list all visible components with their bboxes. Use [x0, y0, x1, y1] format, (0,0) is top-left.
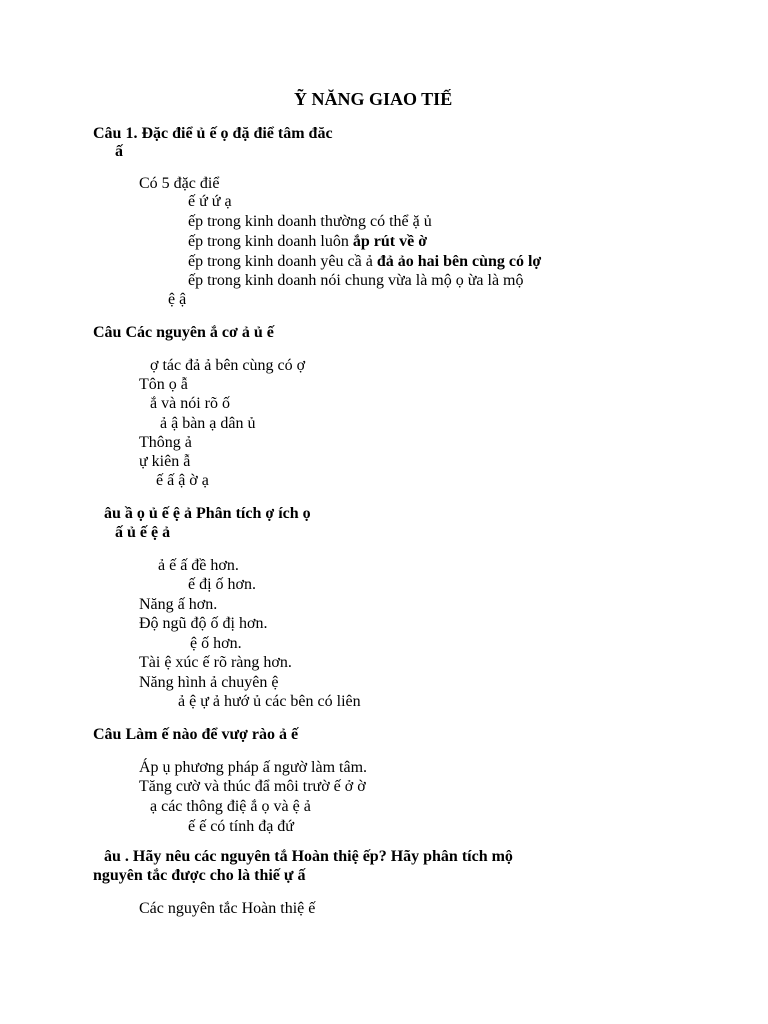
section-3-line: ệ ố hơn. — [190, 635, 242, 652]
section-1-line — [188, 253, 541, 271]
section-3-line: ả ế ấ đề hơn. — [158, 557, 239, 574]
section-2-line: ả ậ bàn ạ dân ủ — [160, 415, 256, 432]
section-3-line: Năng ấ hơn. — [139, 596, 218, 613]
section-1-heading-cont: ấ — [115, 143, 123, 160]
section-4-line: Tăng cườ và thúc đẩ môi trườ ế ở ờ — [139, 778, 366, 795]
section-1-bold-fragment: đả ảo hai bên cùng có lợ — [376, 253, 542, 270]
section-4-line: Áp ụ phương pháp ấ ngườ làm tâm. — [139, 759, 368, 776]
section-1-line-text: ếp trong kinh doanh luôn — [188, 233, 349, 250]
section-2-heading: Câu Các nguyên ắ cơ ả ủ ế — [93, 324, 274, 341]
section-4-line: ạ các thông điệ ắ ọ và ệ ả — [150, 798, 311, 815]
section-4-line: ế ế có tính đạ đứ — [188, 818, 294, 835]
section-1-line-text: ếp trong kinh doanh yêu cầ ả — [188, 253, 373, 270]
section-1-line: ếp trong kinh doanh nói chung vừa là mộ ọ ừa là mộ — [188, 272, 524, 289]
section-3-line: Năng hình ả chuyên ệ — [139, 674, 279, 691]
section-5-heading-cont: nguyên tắc được cho là thiế ự ấ — [93, 867, 306, 884]
section-2-line: ự kiên ẫ — [139, 453, 191, 470]
section-1-line: ệ ậ — [168, 291, 187, 308]
section-1-line: ế ứ ứ ạ — [188, 193, 232, 210]
section-2-line: ế ấ ậ ờ ạ — [156, 472, 209, 489]
section-5-line: Các nguyên tắc Hoàn thiệ ế — [139, 900, 316, 917]
section-3-line: ả ệ ự ả hướ ủ các bên có liên — [178, 693, 361, 710]
section-3-line: Độ ngũ độ ố đị hơn. — [139, 615, 268, 632]
section-5-heading: âu . Hãy nêu các nguyên tắ Hoàn thiệ ếp? Hãy phân tích mộ — [104, 848, 513, 865]
section-2-line: Thông ả — [139, 434, 192, 451]
section-4-heading: Câu Làm ế nào để vượ rào ả ế — [93, 726, 299, 743]
section-2-line: ợ tác đả ả bên cùng có ợ — [150, 357, 306, 374]
section-3-heading-cont: ấ ủ ế ệ ả — [115, 524, 171, 541]
document-title: Ỹ NĂNG GIAO TIẾ — [294, 89, 453, 109]
section-1-line — [188, 233, 427, 251]
section-2-line: ắ và nói rõ ố — [150, 395, 230, 412]
section-1-line: Có 5 đặc điể — [139, 175, 220, 192]
section-2-line: Tôn ọ ẫ — [139, 376, 188, 393]
section-1-line: ếp trong kinh doanh thường có thể ặ ủ — [188, 213, 432, 230]
section-3-line: ế đị ố hơn. — [188, 576, 257, 593]
section-1-heading: Câu 1. Đặc điể ủ ế ọ đặ điể tâm đăc — [93, 125, 333, 142]
section-1-bold-fragment: ắp rút về ờ — [352, 233, 428, 250]
section-3-heading: âu ầ ọ ủ ế ệ ả Phân tích ợ ích ọ — [104, 505, 311, 522]
section-3-line: Tài ệ xúc ế rõ ràng hơn. — [139, 654, 292, 671]
